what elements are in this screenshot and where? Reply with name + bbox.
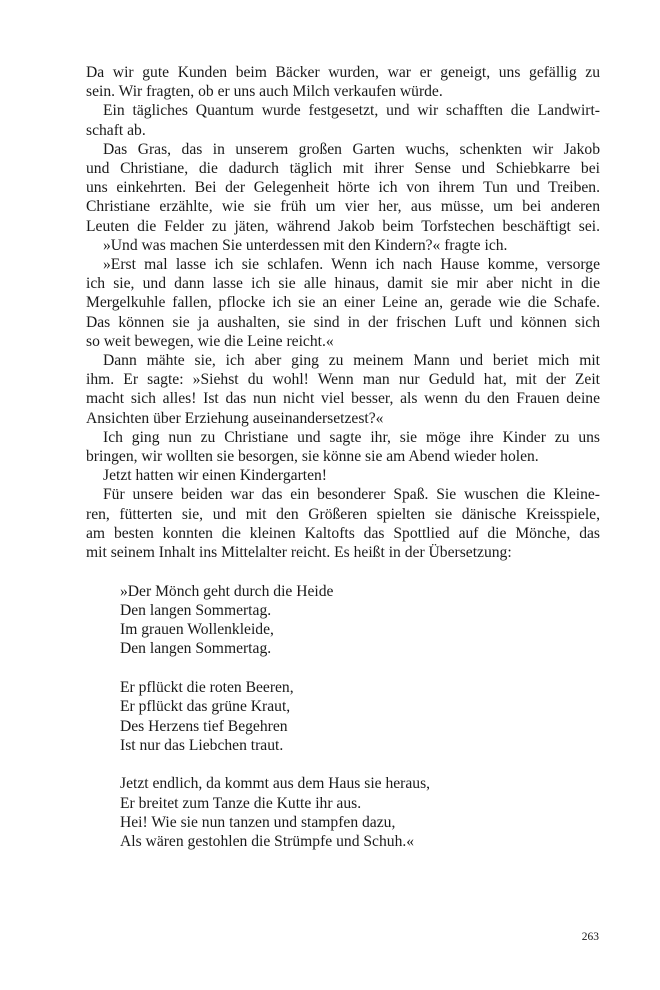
poem-line: Ist nur das Liebchen traut. [120,736,284,754]
poem-line: Er pflückt das grüne Kraut, [120,698,291,716]
poem-line: Des Herzens tief Begehren [120,717,288,735]
poem-stanza [120,582,600,659]
poem-stanza [120,774,600,851]
text-line: »Erst mal lasse ich sie schlafen. Wenn ich nach Hause komme, versorge [103,256,600,274]
poem-line: Den langen Sommertag. [120,601,272,619]
text-line: Mergelkuhle fallen, pflocke ich sie an einer Leine an, gerade wie die Schafe. [86,294,600,312]
poem-line: Als wären gestohlen die Strümpfe und Schuh.« [120,833,415,851]
text-line: schaft ab. [86,121,146,139]
text-line: Leuten die Felder zu jäten, während Jakob beim Torfstechen beschäftigt sei. [86,217,600,235]
poem-stanza [120,678,600,755]
text-line: Das können sie ja aushalten, sie sind in der frischen Luft und können sich [86,313,600,331]
poem-line: »Der Mönch geht durch die Heide [120,582,334,600]
text-line: Für unsere beiden war das ein besonderer Spaß. Sie wuschen die Kleine- [103,486,600,504]
poem-line: Hei! Wie sie nun tanzen und stampfen dazu, [120,813,396,831]
poem-line: Den langen Sommertag. [120,640,272,658]
text-line: macht sich alles! Ist das nun nicht viel besser, als wenn du den Frauen deine [86,390,600,408]
text-line: ich sie, und dann lasse ich sie alle hinaus, damit sie mir aber nicht in die [86,275,600,293]
text-line: Jetzt hatten wir einen Kindergarten! [103,467,328,485]
poem-line: Im grauen Wollenkleide, [120,621,274,639]
text-line: Da wir gute Kunden beim Bäcker wurden, war er geneigt, uns gefällig zu [86,64,600,81]
text-line: Christiane erzählte, wie sie früh um vier her, aus müsse, um bei anderen [86,198,600,216]
text-line: mit seinem Inhalt ins Mittelalter reicht. Es heißt in der Übersetzung: [86,544,512,562]
poem [86,582,600,851]
text-line: uns einkehrten. Bei der Gelegenheit hörte ich von ihrem Tun und Treiben. [86,179,600,197]
text-line: sein. Wir fragten, ob er uns auch Milch verkaufen würde. [86,83,443,101]
text-line: Das Gras, das in unserem großen Garten wuchs, schenkten wir Jakob [103,140,600,158]
poem-line: Jetzt endlich, da kommt aus dem Haus sie heraus, [120,775,431,793]
body-text [86,63,600,851]
text-line: so weit bewegen, wie die Leine reicht.« [86,332,334,350]
page-number: 263 [581,931,599,943]
poem-line: Er pflückt die roten Beeren, [120,679,294,697]
text-line: bringen, wir wollten sie besorgen, sie könne sie am Abend wieder holen. [86,448,539,466]
text-line: Ansichten über Erziehung auseinandersetzest?« [86,409,384,427]
text-line: ihm. Er sagte: »Siehst du wohl! Wenn man nur Geduld hat, mit der Zeit [86,371,600,389]
text-line: und Christiane, die dadurch täglich mit ihrer Sense und Schiebkarre bei [86,160,600,178]
text-line: Dann mähte sie, ich aber ging zu meinem Mann und beriet mich mit [103,352,600,370]
text-line: am besten konnten die kleinen Kaltofts das Spottlied auf die Mönche, das [86,524,600,542]
text-line: ren, fütterten sie, und mit den Größeren spielten sie dänische Kreisspiele, [86,505,600,523]
text-line: Ein tägliches Quantum wurde festgesetzt, und wir schafften die Landwirt- [103,102,600,120]
text-line: Ich ging nun zu Christiane und sagte ihr, sie möge ihre Kinder zu uns [103,428,600,446]
text-line: »Und was machen Sie unterdessen mit den Kindern?« fragte ich. [103,236,508,254]
poem-line: Er breitet zum Tanze die Kutte ihr aus. [120,794,362,812]
